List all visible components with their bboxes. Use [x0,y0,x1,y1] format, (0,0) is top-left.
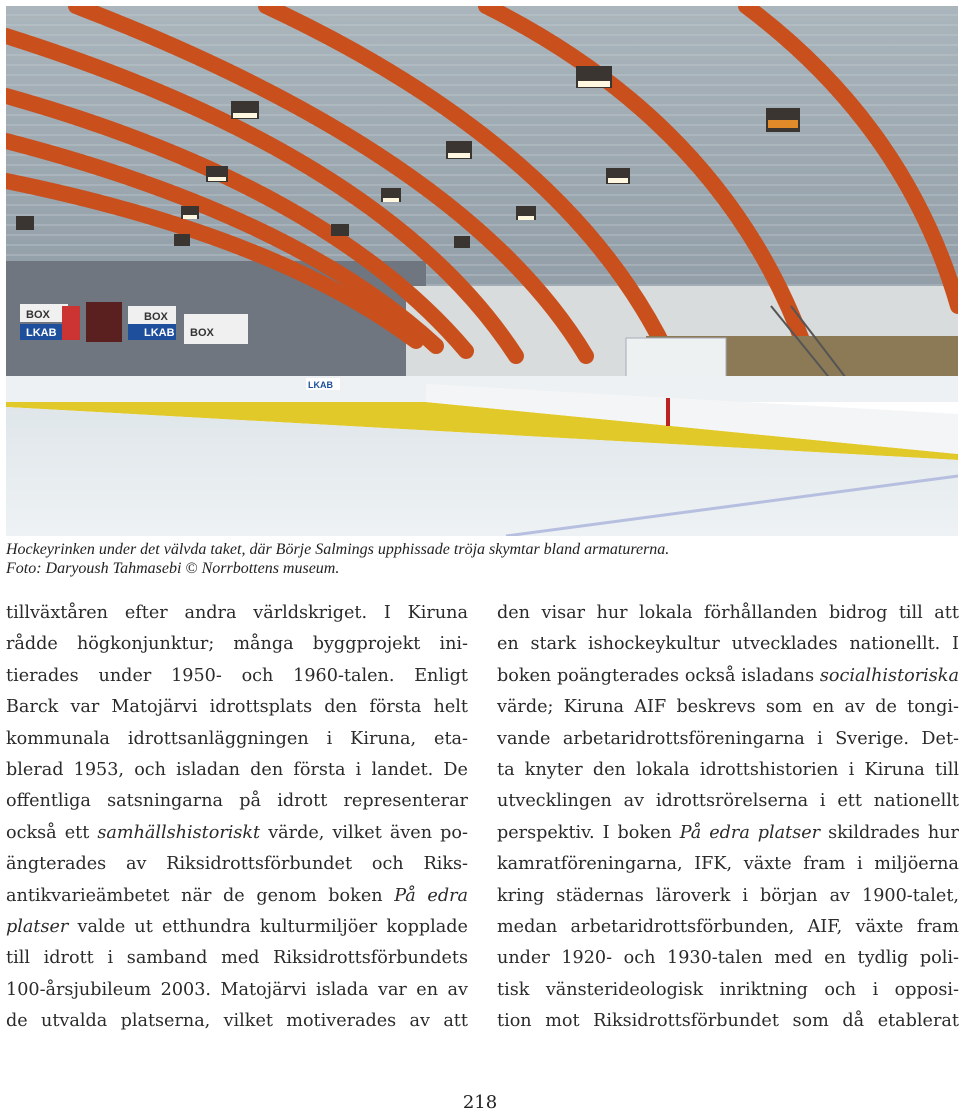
word: Kiruna [864,759,925,780]
word: valde [77,916,126,937]
word: motiverades [286,1011,397,1032]
board-logo: LKAB [308,380,333,390]
word: var [70,697,100,718]
photo-caption [6,540,956,578]
word: kommunala [6,728,110,749]
text-line [6,881,468,912]
word: i [107,948,114,969]
word: 1960-talen. [293,665,395,686]
word: boken [617,822,672,843]
word: boken [328,885,383,906]
word: av [829,885,850,906]
word: av [125,854,147,875]
caption-line: Hockeyrinken under det välvda taket, där Börje Salmings upphissade tröja skymtar bland armaturerna. [6,541,670,558]
word: av [623,791,645,812]
word: var [378,979,407,1000]
ice-rink-photo [6,6,958,536]
word: kring [497,885,545,906]
word: isladans [741,665,815,686]
caption-credit: Foto: Daryoush Tahmasebi © Norrbottens museum. [6,560,340,577]
text-line [497,943,959,974]
word: under [98,665,152,686]
word: växte [855,916,904,937]
word: de [875,697,897,718]
word: ut [134,916,153,937]
word: idrottsanläggningen [127,728,309,749]
word: med [774,948,813,969]
word: etthundra [162,916,251,937]
word: i [848,759,855,780]
word: i [857,854,863,875]
word: stark [530,634,577,655]
word: en [812,697,835,718]
text-line [497,881,959,912]
word: i [326,728,333,749]
text-line [6,912,468,943]
text-line [497,692,959,723]
word: under [497,948,550,969]
word: första [293,759,346,780]
text-line [497,724,959,755]
text-line [497,598,959,629]
word: värde, [268,822,325,843]
text-line [6,975,468,1006]
banner-4: LKAB [144,327,175,339]
left-text-column [6,598,468,1037]
right-text-column [497,598,959,1037]
word: I [952,634,959,655]
word: värde; [497,697,554,718]
text-line [6,943,468,974]
word: tierades [6,665,79,686]
word: andra [184,603,237,623]
word: den [497,603,531,623]
word: 1953, [73,759,125,780]
word: högkonjunktur; [76,634,215,655]
word: landet. [371,759,434,780]
word: i [817,728,823,749]
word: rådde [6,634,58,655]
word: genom [256,885,317,906]
word: ett [837,791,862,812]
word: knyter [524,759,583,780]
word: miljöerna [874,854,959,875]
word: till [6,948,30,969]
word: fram [916,916,959,937]
word: byggprojekt [312,634,421,655]
word: av [447,979,468,1000]
text-line [6,818,468,849]
italic-word: edra [709,822,750,843]
word: och [824,979,857,1000]
text-line [6,629,468,660]
word: Riks- [423,854,468,875]
word: i [355,759,362,780]
word: bidrog [828,603,888,623]
word: hur [596,603,628,623]
word: Riksidrottsförbundet [593,1011,779,1032]
word: även [389,822,433,843]
text-line [497,849,959,880]
text-line [497,912,959,943]
word: ta [497,759,515,780]
word: helt [433,697,468,718]
word: också [684,665,736,686]
word: perspektiv. [497,822,595,843]
word: medan [497,916,558,937]
text-line [6,661,468,692]
word: början [760,885,818,906]
word: tillväxtåren [6,603,109,623]
word: idrott [277,791,328,812]
word: idrott [43,948,94,969]
text-line [497,975,959,1006]
word: lokala [639,603,693,623]
word: nationellt [873,791,959,812]
word: till [935,759,959,780]
italic-word: På [394,885,416,906]
word: Riksidrottsförbundet [166,854,353,875]
word: arbetaridrottsförbunden, [570,916,795,937]
word: Matojärvi [220,979,307,1000]
word: lokala [636,759,690,780]
word: ett [64,822,90,843]
word: mot [545,1011,580,1032]
word: blerad [6,759,64,780]
word: 1930-talen [667,948,763,969]
word: inriktning [719,979,808,1000]
word: vande [497,728,551,749]
text-line [6,692,468,723]
text-line [497,755,959,786]
word: av [844,697,865,718]
word: ishockeykultur [587,634,720,655]
text-line [497,661,959,692]
text-line [497,629,959,660]
word: kamratföreningarna, [497,854,683,875]
text-line [6,755,468,786]
italic-word: socialhistoriska [819,665,959,686]
word: skildrades [828,822,920,843]
word: som [765,697,803,718]
word: 100-årsjubileum [6,979,152,1000]
word: i [819,791,826,812]
word: Barck [6,697,59,718]
banner-1: BOX [26,309,50,321]
word: representerar [343,791,468,812]
text-line [6,724,468,755]
text-line [6,598,468,629]
word: städernas [556,885,644,906]
word: nationellt. [849,634,941,655]
word: vilket [332,822,382,843]
text-line [497,1006,959,1037]
word: utvalda [41,1011,108,1032]
page-number: 218 [462,1092,498,1113]
banner-2: LKAB [26,327,57,339]
italic-word: samhällshistoriskt [97,822,261,843]
word: Kiruna [407,603,468,623]
word: med [221,948,260,969]
word: 1920- [561,948,613,969]
word: de [6,1011,28,1032]
word: IFK, [694,854,733,875]
word: visar [541,603,585,623]
word: platserna, [120,1011,211,1032]
word: islada [316,979,369,1000]
word: också [6,822,57,843]
banner-5: BOX [190,327,214,339]
word: en [824,948,846,969]
word: tongi- [907,697,959,718]
word: opposi- [894,979,959,1000]
word: i [872,979,879,1000]
word: idrottsrörelserna [655,791,809,812]
word: växte [743,854,792,875]
word: arbetaridrottsföreningarna [562,728,805,749]
word: idrottshistorien [699,759,839,780]
word: Matojärvi [111,697,198,718]
word: boken [497,665,552,686]
word: ini- [439,634,468,655]
word: den [250,759,284,780]
word: Det- [921,728,959,749]
word: poängterades [557,665,680,686]
italic-word: platser [6,916,69,937]
word: och [623,948,656,969]
word: en [416,979,439,1000]
word: 1900-talet, [862,885,959,906]
word: efter [124,603,168,623]
word: tion [497,1011,532,1032]
italic-word: På [679,822,702,843]
word: som [792,1011,829,1032]
word: tydlig [857,948,909,969]
italic-word: edra [427,885,468,906]
word: Sverige. [835,728,909,749]
text-line [6,1006,468,1037]
word: eta- [434,728,468,749]
word: etablerat [877,1011,959,1032]
word: hur [927,822,959,843]
word: vilket [223,1011,273,1032]
word: förhållanden [704,603,818,623]
word: utvecklades [731,634,838,655]
word: en [497,634,519,655]
word: isladan [176,759,240,780]
word: då [842,1011,865,1032]
word: ängterades [6,854,107,875]
word: 2003. [160,979,212,1000]
word: kulturmiljöer [259,916,378,937]
word: och [371,854,404,875]
word: AIF [634,697,667,718]
word: på [239,791,262,812]
word: till [898,603,923,623]
word: offentliga [6,791,91,812]
word: Kiruna, [350,728,417,749]
word: tisk [497,979,530,1000]
word: världskriget. [253,603,368,623]
word: satsningarna [107,791,224,812]
word: kopplade [386,916,468,937]
word: många [233,634,294,655]
word: den [592,759,626,780]
word: beskrevs [676,697,756,718]
word: antikvarieämbetet [6,885,170,906]
word: och [134,759,166,780]
word: samband [126,948,208,969]
word: AIF, [807,916,843,937]
word: Enligt [414,665,468,686]
word: I [383,603,391,623]
word: vänsterideologisk [545,979,704,1000]
word: den [324,697,358,718]
word: när [181,885,212,906]
word: av [409,1011,430,1032]
word: och [241,665,274,686]
text-line [6,786,468,817]
text-line [497,818,959,849]
word: Kiruna [563,697,625,718]
word: fram [803,854,846,875]
text-line [6,849,468,880]
word: Riksidrottsförbundets [273,948,468,969]
word: De [443,759,468,780]
word: i [742,885,749,906]
word: poli- [919,948,959,969]
word: de [223,885,245,906]
word: läroverk [655,885,731,906]
word: idrottsplats [209,697,313,718]
word: 1950- [171,665,222,686]
banner-3: BOX [144,311,168,323]
word: första [369,697,422,718]
word: utvecklingen [497,791,612,812]
word: att [443,1011,468,1032]
text-line [497,786,959,817]
word: po- [440,822,468,843]
word: I [602,822,610,843]
word: att [934,603,959,623]
italic-word: platser [757,822,821,843]
